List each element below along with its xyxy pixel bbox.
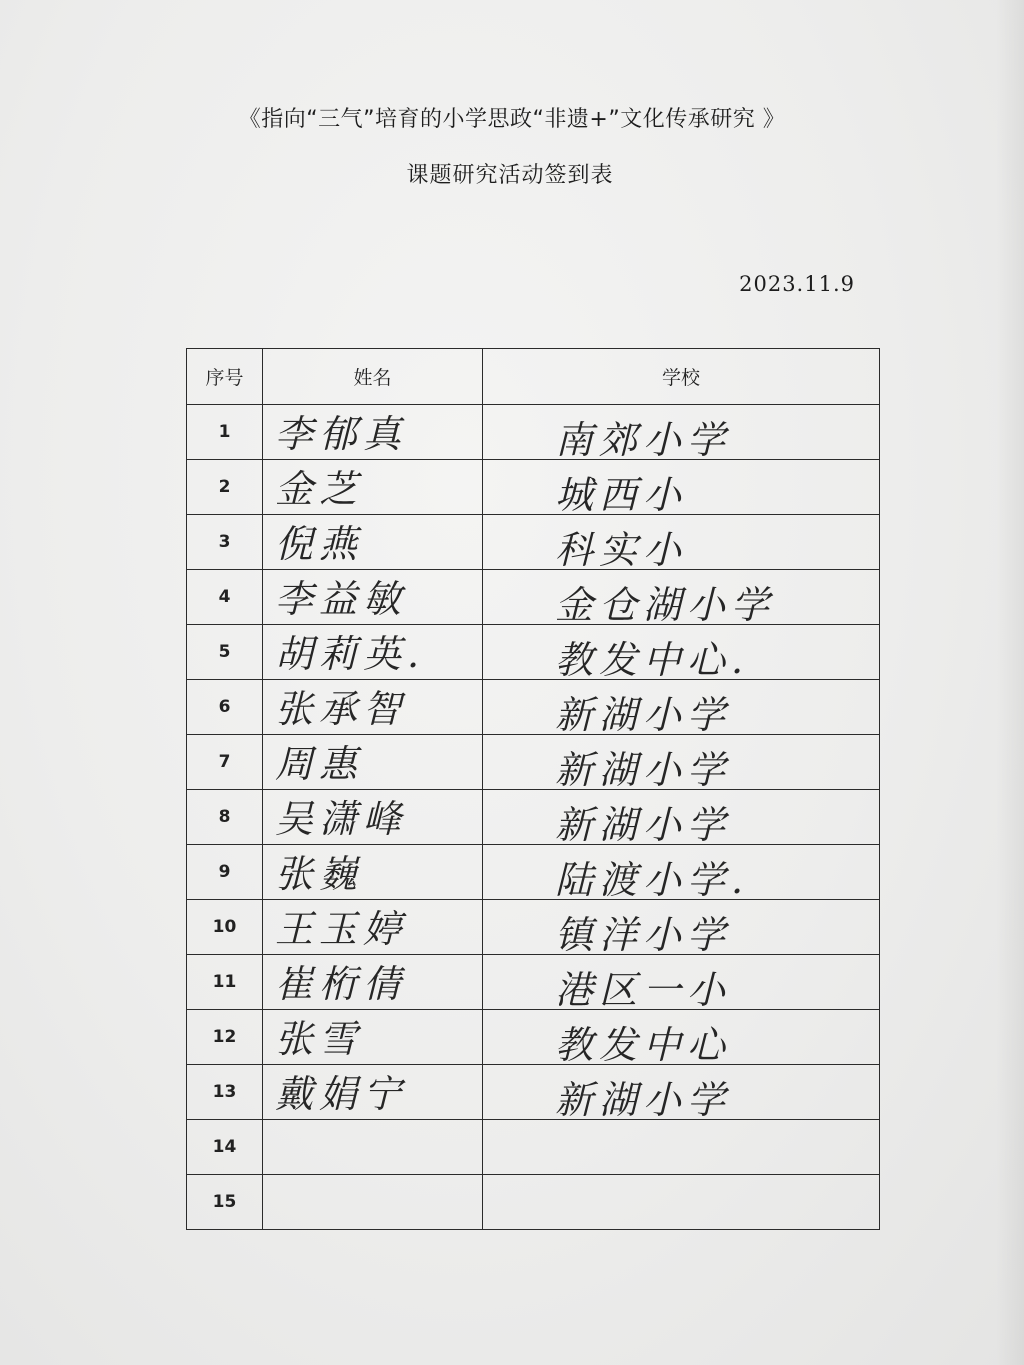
table-row (187, 625, 880, 680)
row-number: 11 (187, 955, 263, 1010)
table-body (187, 405, 880, 1230)
school-cell (483, 1120, 880, 1175)
row-number: 12 (187, 1010, 263, 1065)
handwritten-school: 新湖小学 (555, 803, 732, 847)
row-number: 3 (187, 515, 263, 570)
document-title: 《指向“三气”培育的小学思政“非遗+”文化传承研究 》 (238, 107, 786, 132)
school-cell (483, 625, 880, 680)
table-row (187, 515, 880, 570)
school-cell (483, 680, 880, 735)
handwritten-name: 崔桁倩 (275, 962, 408, 1006)
handwritten-name: 吴潇峰 (275, 797, 408, 841)
handwritten-name: 倪燕 (275, 522, 364, 566)
school-cell (483, 515, 880, 570)
handwritten-name: 张承智 (275, 687, 408, 731)
handwritten-school: 金仓湖小学 (555, 583, 776, 627)
table-row (187, 1175, 880, 1230)
handwritten-school: 城西小 (555, 473, 688, 517)
school-cell (483, 1065, 880, 1120)
handwritten-name: 张巍 (275, 852, 364, 896)
handwritten-school: 南郊小学 (555, 418, 732, 462)
sign-in-table (186, 348, 880, 1230)
school-cell (483, 845, 880, 900)
school-cell (483, 735, 880, 790)
table-row (187, 405, 880, 460)
name-cell (263, 1120, 483, 1175)
handwritten-name: 戴娟宁 (275, 1072, 408, 1116)
row-number: 1 (187, 405, 263, 460)
name-cell (263, 900, 483, 955)
handwritten-name: 金芝 (275, 467, 364, 511)
row-number: 2 (187, 460, 263, 515)
school-cell (483, 460, 880, 515)
header-no: 序号 (187, 349, 263, 405)
table-row (187, 1065, 880, 1120)
table-row (187, 570, 880, 625)
handwritten-school: 教发中心 (555, 1023, 732, 1067)
name-cell (263, 570, 483, 625)
header-school: 学校 (483, 349, 880, 405)
school-cell (483, 405, 880, 460)
handwritten-name: 李益敏 (275, 577, 408, 621)
table-row (187, 680, 880, 735)
table-row (187, 735, 880, 790)
table-row (187, 955, 880, 1010)
name-cell (263, 625, 483, 680)
handwritten-school: 港区一小 (555, 968, 732, 1012)
handwritten-name: 张雪 (275, 1017, 364, 1061)
handwritten-school: 教发中心. (555, 638, 750, 682)
name-cell (263, 790, 483, 845)
name-cell (263, 735, 483, 790)
row-number: 14 (187, 1120, 263, 1175)
name-cell (263, 460, 483, 515)
handwritten-school: 镇洋小学 (555, 913, 732, 957)
document-date: 2023.11.9 (739, 272, 855, 296)
school-cell (483, 570, 880, 625)
table-header-row (187, 349, 880, 405)
row-number: 9 (187, 845, 263, 900)
school-cell (483, 1010, 880, 1065)
row-number: 8 (187, 790, 263, 845)
table-row (187, 1120, 880, 1175)
row-number: 4 (187, 570, 263, 625)
row-number: 5 (187, 625, 263, 680)
table-row (187, 460, 880, 515)
name-cell (263, 955, 483, 1010)
handwritten-name: 胡莉英. (275, 632, 426, 676)
name-cell (263, 405, 483, 460)
row-number: 15 (187, 1175, 263, 1230)
row-number: 13 (187, 1065, 263, 1120)
table-row (187, 900, 880, 955)
school-cell (483, 900, 880, 955)
table-row (187, 845, 880, 900)
name-cell (263, 680, 483, 735)
school-cell (483, 955, 880, 1010)
handwritten-school: 陆渡小学. (555, 858, 750, 902)
table-row (187, 1010, 880, 1065)
paper-edge-shadow (996, 0, 1024, 1365)
name-cell (263, 1065, 483, 1120)
name-cell (263, 845, 483, 900)
handwritten-school: 新湖小学 (555, 1078, 732, 1122)
name-cell (263, 1175, 483, 1230)
school-cell (483, 790, 880, 845)
handwritten-name: 周惠 (275, 742, 364, 786)
name-cell (263, 515, 483, 570)
handwritten-school: 科实小 (555, 528, 688, 572)
handwritten-name: 李郁真 (275, 412, 408, 456)
row-number: 7 (187, 735, 263, 790)
header-name: 姓名 (263, 349, 483, 405)
row-number: 10 (187, 900, 263, 955)
handwritten-school: 新湖小学 (555, 693, 732, 737)
handwritten-name: 王玉婷 (275, 907, 408, 951)
name-cell (263, 1010, 483, 1065)
document-subtitle: 课题研究活动签到表 (406, 163, 614, 188)
row-number: 6 (187, 680, 263, 735)
school-cell (483, 1175, 880, 1230)
handwritten-school: 新湖小学 (555, 748, 732, 792)
table-row (187, 790, 880, 845)
